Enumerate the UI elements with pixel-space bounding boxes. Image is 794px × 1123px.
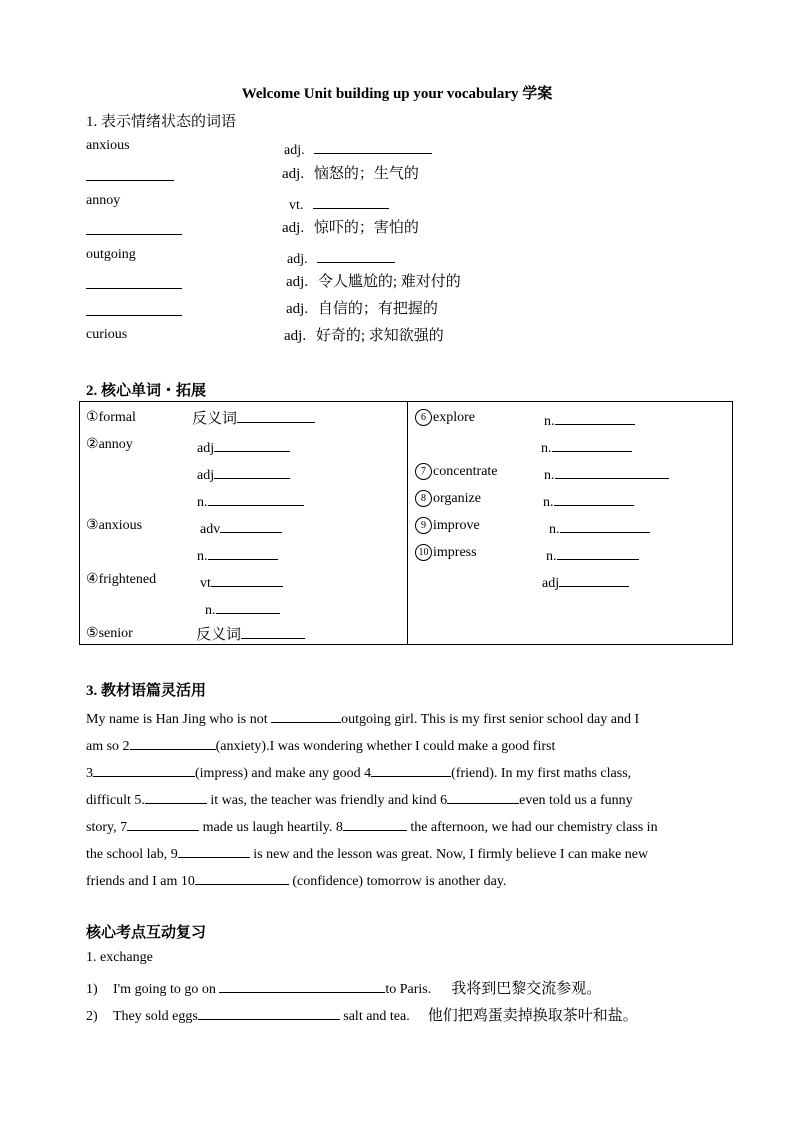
table-item-answer (200, 571, 283, 592)
section1-heading: 1. 表示情绪状态的词语 (86, 114, 237, 130)
item-label: adv (200, 522, 221, 537)
passage-text: story, 7 (86, 820, 128, 835)
answer-blank[interactable] (208, 490, 304, 506)
vocab-word: curious (86, 327, 128, 342)
vocab-word: outgoing (86, 247, 136, 262)
item-number: 1) (86, 982, 98, 997)
item-label: n. (544, 414, 555, 429)
table-item-senior-answer (196, 623, 305, 644)
item-number: 2) (86, 1009, 98, 1024)
passage-text: difficult 5. (86, 793, 145, 808)
vocab-row (284, 324, 444, 345)
table-item-answer (544, 463, 669, 484)
passage-text: (confidence) tomorrow is another day. (288, 874, 507, 889)
passage-text: even told us a funny (519, 793, 633, 808)
item-word: frightened (98, 572, 157, 587)
vocab-pos: adj. (286, 301, 309, 317)
answer-blank[interactable] (195, 869, 289, 885)
answer-blank[interactable] (145, 788, 207, 804)
vocab-meaning: 好奇的; 求知欲强的 (315, 328, 444, 344)
passage-text: (impress) and make any good 4 (195, 766, 372, 781)
answer-blank[interactable] (313, 193, 389, 209)
table-item-answer (544, 409, 635, 430)
item-word: explore (433, 410, 475, 425)
passage-line (86, 761, 631, 782)
passage-text: My name is Han Jing who is not (86, 712, 272, 727)
answer-blank[interactable] (555, 463, 669, 479)
table-item-organize (415, 490, 481, 507)
item-label: n. (197, 549, 208, 564)
item-mark: 8 (415, 490, 432, 507)
passage-text: the school lab, 9 (86, 847, 178, 862)
vocab-row (86, 219, 182, 240)
vocab-row (289, 193, 389, 214)
passage-line (86, 815, 658, 836)
table-item-annoy (86, 436, 133, 453)
answer-blank[interactable] (237, 407, 315, 423)
answer-blank[interactable] (557, 544, 639, 560)
page-title: Welcome Unit building up your vocabulary 学案 (241, 86, 553, 102)
item-label: n. (549, 522, 560, 537)
vocab-meaning: 惊吓的；害怕的 (313, 220, 419, 236)
vocab-word: annoy (86, 193, 121, 208)
answer-blank[interactable] (127, 815, 199, 831)
item-word: senior (98, 626, 133, 641)
passage-text: 3 (86, 766, 93, 781)
item-text: I'm going to go on (113, 982, 220, 997)
answer-blank[interactable] (560, 517, 650, 533)
vocab-meaning: 恼怒的；生气的 (313, 166, 419, 182)
item-translation: 我将到巴黎交流参观。 (451, 981, 602, 997)
section4-subheading: 1. exchange (86, 950, 153, 965)
vocab-meaning: 令人尴尬的; 难对付的 (317, 274, 461, 290)
table-item-answer (197, 490, 304, 511)
vocab-row (86, 165, 174, 186)
passage-text: (anxiety).I was wondering whether I could make a good first (215, 739, 556, 754)
item-mark: 9 (415, 517, 432, 534)
vocab-pos: adj. (284, 143, 305, 158)
vocab-pos: adj. (287, 252, 308, 267)
item-label: n. (544, 468, 555, 483)
table-item-formal-answer (192, 407, 315, 428)
item-label: n. (546, 549, 557, 564)
section3-heading: 3. 教材语篇灵活用 (86, 683, 207, 699)
table-item-anxious (86, 517, 142, 534)
answer-blank[interactable] (220, 517, 282, 533)
item-word: impress (433, 545, 477, 560)
exercise-item (86, 977, 601, 998)
passage-text: the afternoon, we had our chemistry class in (406, 820, 658, 835)
vocab-row (287, 247, 395, 268)
item-label: n. (541, 441, 552, 456)
passage-line (86, 869, 506, 890)
item-label: n. (543, 495, 554, 510)
item-label: 反义词 (192, 411, 238, 427)
answer-blank[interactable] (314, 138, 432, 154)
item-word: organize (433, 491, 481, 506)
passage-line (86, 842, 648, 863)
answer-blank[interactable] (559, 571, 629, 587)
table-item-frightened (86, 571, 156, 588)
passage-text: made us laugh heartily. 8 (199, 820, 343, 835)
table-item-answer (197, 436, 290, 457)
table-item-impress (415, 544, 477, 561)
item-text: They sold eggs (113, 1009, 198, 1024)
item-text: salt and tea. (339, 1009, 410, 1024)
item-mark: ① (86, 410, 99, 425)
table-item-answer (542, 571, 629, 592)
passage-text: friends and I am 10 (86, 874, 195, 889)
passage-text: am so 2 (86, 739, 130, 754)
vocab-row (282, 162, 419, 183)
item-label: 反义词 (196, 627, 242, 643)
item-word: improve (433, 518, 480, 533)
answer-blank[interactable] (317, 247, 395, 263)
vocab-pos: vt. (289, 198, 304, 213)
passage-line (86, 707, 639, 728)
item-translation: 他们把鸡蛋卖掉换取茶叶和盐。 (427, 1008, 638, 1024)
answer-blank[interactable] (552, 436, 632, 452)
item-mark: 7 (415, 463, 432, 480)
passage-text: is new and the lesson was great. Now, I firmly believe I can make new (249, 847, 649, 862)
item-label: adj (197, 441, 215, 456)
vocab-row (286, 270, 461, 291)
answer-blank[interactable] (178, 842, 250, 858)
passage-line (86, 788, 633, 809)
vocab-word: anxious (86, 138, 130, 153)
item-word: formal (98, 410, 136, 425)
item-mark: ④ (86, 572, 99, 587)
item-word: anxious (98, 518, 143, 533)
answer-blank[interactable] (214, 463, 290, 479)
answer-blank[interactable] (216, 598, 280, 614)
passage-text: (friend). In my first maths class, (451, 766, 632, 781)
passage-line (86, 734, 555, 755)
item-mark: ③ (86, 518, 99, 533)
item-label: adj (542, 576, 560, 591)
table-item-senior (86, 625, 133, 642)
answer-blank[interactable] (271, 707, 341, 723)
vocab-row (86, 273, 182, 294)
table-item-answer (197, 463, 290, 484)
table-item-answer (205, 598, 280, 619)
passage-text: outgoing girl. This is my first senior school day and I (341, 712, 640, 727)
passage-text: it was, the teacher was friendly and kind 6 (206, 793, 448, 808)
answer-blank[interactable] (214, 436, 290, 452)
answer-blank[interactable] (371, 761, 451, 777)
vocab-meaning: 自信的；有把握的 (317, 301, 438, 317)
table-item-answer (546, 544, 639, 565)
vocab-row (86, 300, 182, 321)
answer-blank[interactable] (93, 761, 195, 777)
item-label: n. (205, 603, 216, 618)
answer-blank[interactable] (555, 409, 635, 425)
answer-blank[interactable] (86, 219, 182, 235)
section2-heading: 2. 核心单词・拓展 (86, 383, 207, 399)
table-item-answer (197, 544, 278, 565)
answer-blank[interactable] (130, 734, 216, 750)
item-word: annoy (98, 437, 133, 452)
answer-blank[interactable] (208, 544, 278, 560)
table-item-answer (549, 517, 650, 538)
answer-blank[interactable] (86, 165, 174, 181)
table-item-improve (415, 517, 480, 534)
vocab-pos: adj. (284, 328, 307, 344)
item-mark: ② (86, 437, 99, 452)
vocab-row (286, 297, 438, 318)
answer-blank[interactable] (343, 815, 407, 831)
table-item-formal (86, 409, 136, 426)
table-item-explore (415, 409, 475, 426)
item-mark: 6 (415, 409, 432, 426)
exercise-item (86, 1004, 638, 1025)
answer-blank[interactable] (241, 623, 305, 639)
table-item-answer (543, 490, 634, 511)
table-item-answer (200, 517, 282, 538)
answer-blank[interactable] (198, 1004, 340, 1020)
vocab-pos: adj. (282, 166, 305, 182)
vocab-row (282, 216, 419, 237)
item-label: n. (197, 495, 208, 510)
answer-blank[interactable] (554, 490, 634, 506)
table-divider (407, 402, 408, 644)
section4-heading: 核心考点互动复习 (86, 925, 207, 941)
item-label: adj (197, 468, 215, 483)
vocab-pos: adj. (286, 274, 309, 290)
item-mark: ⑤ (86, 626, 99, 641)
answer-blank[interactable] (447, 788, 519, 804)
item-word: concentrate (433, 464, 498, 479)
vocab-row (284, 138, 432, 159)
item-text: to Paris. (385, 982, 432, 997)
table-item-answer (541, 436, 632, 457)
answer-blank[interactable] (219, 977, 385, 993)
table-item-concentrate (415, 463, 498, 480)
vocab-pos: adj. (282, 220, 305, 236)
answer-blank[interactable] (86, 273, 182, 289)
item-mark: 10 (415, 544, 432, 561)
item-label: vt (200, 576, 211, 591)
answer-blank[interactable] (211, 571, 283, 587)
answer-blank[interactable] (86, 300, 182, 316)
